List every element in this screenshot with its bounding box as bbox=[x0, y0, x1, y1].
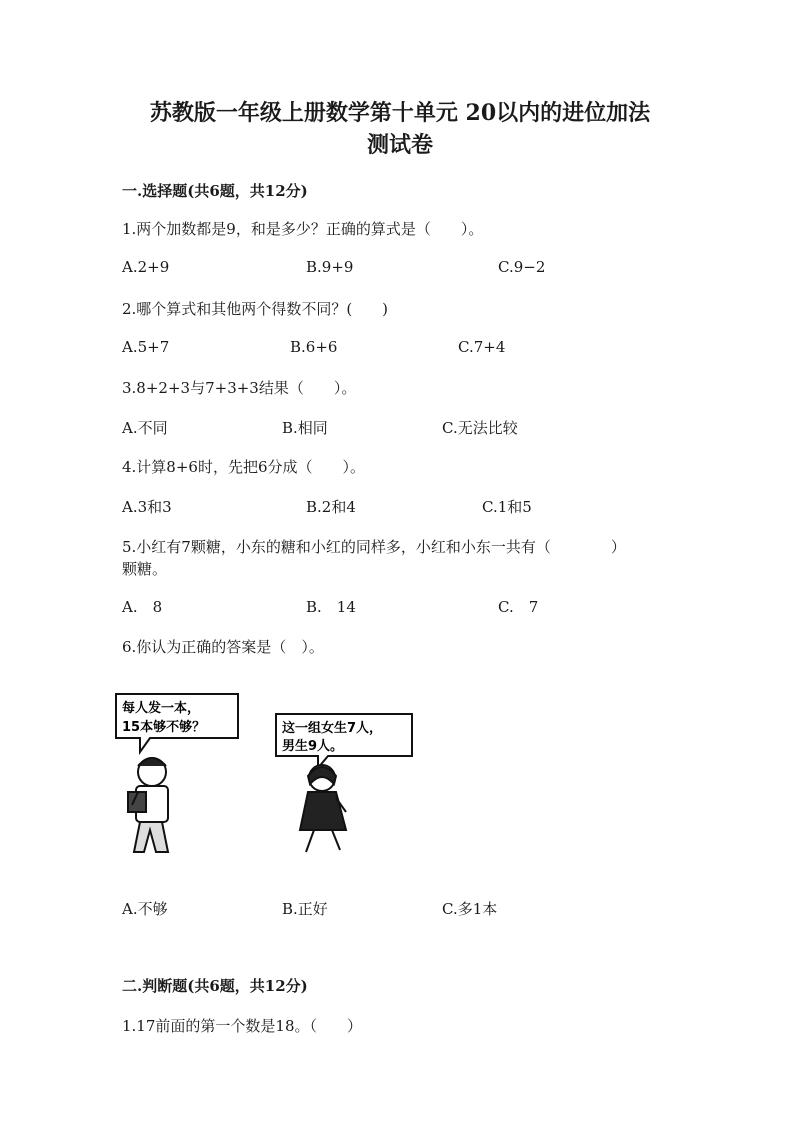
boy-bubble-line-1: 每人发一本， bbox=[122, 701, 201, 716]
question-2-option-c[interactable]: C.7+4 bbox=[458, 338, 506, 356]
boy-figure bbox=[128, 758, 168, 852]
question-6-option-a[interactable]: A.不够 bbox=[122, 900, 168, 918]
girl-bubble-line-1: 这一组女生7人， bbox=[282, 721, 383, 736]
question-1-option-a[interactable]: A.2+9 bbox=[122, 258, 170, 276]
section-heading-judge: 二.判断题(共6题，共12分) bbox=[122, 977, 308, 995]
question-6-illustration bbox=[110, 680, 420, 865]
cartoon-illustration bbox=[110, 680, 420, 865]
girl-bubble-line-2: 男生9人。 bbox=[282, 739, 344, 754]
question-2-option-a[interactable]: A.5+7 bbox=[122, 338, 170, 356]
girl-figure bbox=[300, 765, 346, 852]
question-5-text-line-1: 5.小红有7颗糖，小东的糖和小红的同样多，小红和小东一共有（ ） bbox=[122, 538, 626, 556]
question-5-text-line-2: 颗糖。 bbox=[122, 560, 168, 578]
question-4-option-b[interactable]: B.2和4 bbox=[306, 498, 356, 516]
question-1-text: 1.两个加数都是9，和是多少？正确的算式是（ ）。 bbox=[122, 220, 484, 238]
question-4-option-a[interactable]: A.3和3 bbox=[122, 498, 172, 516]
boy-bubble-line-2: 15本够不够？ bbox=[122, 720, 206, 735]
question-2-option-b[interactable]: B.6+6 bbox=[290, 338, 338, 356]
question-1-option-b[interactable]: B.9+9 bbox=[306, 258, 354, 276]
question-3-text: 3.8+2+3与7+3+3结果（ ）。 bbox=[122, 379, 357, 397]
question-5-option-c[interactable]: C. 7 bbox=[498, 598, 539, 616]
question-6-text: 6.你认为正确的答案是（ ）。 bbox=[122, 638, 324, 656]
question-4-text: 4.计算8+6时，先把6分成（ ）。 bbox=[122, 458, 366, 476]
question-3-option-b[interactable]: B.相同 bbox=[282, 419, 328, 437]
question-1-option-c[interactable]: C.9−2 bbox=[498, 258, 546, 276]
girl-speech-bubble bbox=[276, 714, 412, 768]
title-line-1: 苏教版一年级上册数学第十单元 20以内的进位加法 bbox=[149, 100, 651, 126]
question-5-option-a[interactable]: A. 8 bbox=[122, 598, 163, 616]
question-5-option-b[interactable]: B. 14 bbox=[306, 598, 356, 616]
section-heading-choice: 一.选择题(共6题，共12分) bbox=[122, 182, 308, 200]
question-2-text: 2.哪个算式和其他两个得数不同？( ) bbox=[122, 300, 389, 318]
question-3-option-a[interactable]: A.不同 bbox=[122, 419, 168, 437]
judge-question-1-text: 1.17前面的第一个数是18。（ ） bbox=[122, 1017, 362, 1035]
boy-speech-bubble bbox=[116, 694, 238, 752]
question-3-option-c[interactable]: C.无法比较 bbox=[442, 419, 518, 437]
question-6-option-b[interactable]: B.正好 bbox=[282, 900, 328, 918]
title-line-2: 测试卷 bbox=[366, 132, 433, 158]
question-6-option-c[interactable]: C.多1本 bbox=[442, 900, 498, 918]
question-4-option-c[interactable]: C.1和5 bbox=[482, 498, 532, 516]
